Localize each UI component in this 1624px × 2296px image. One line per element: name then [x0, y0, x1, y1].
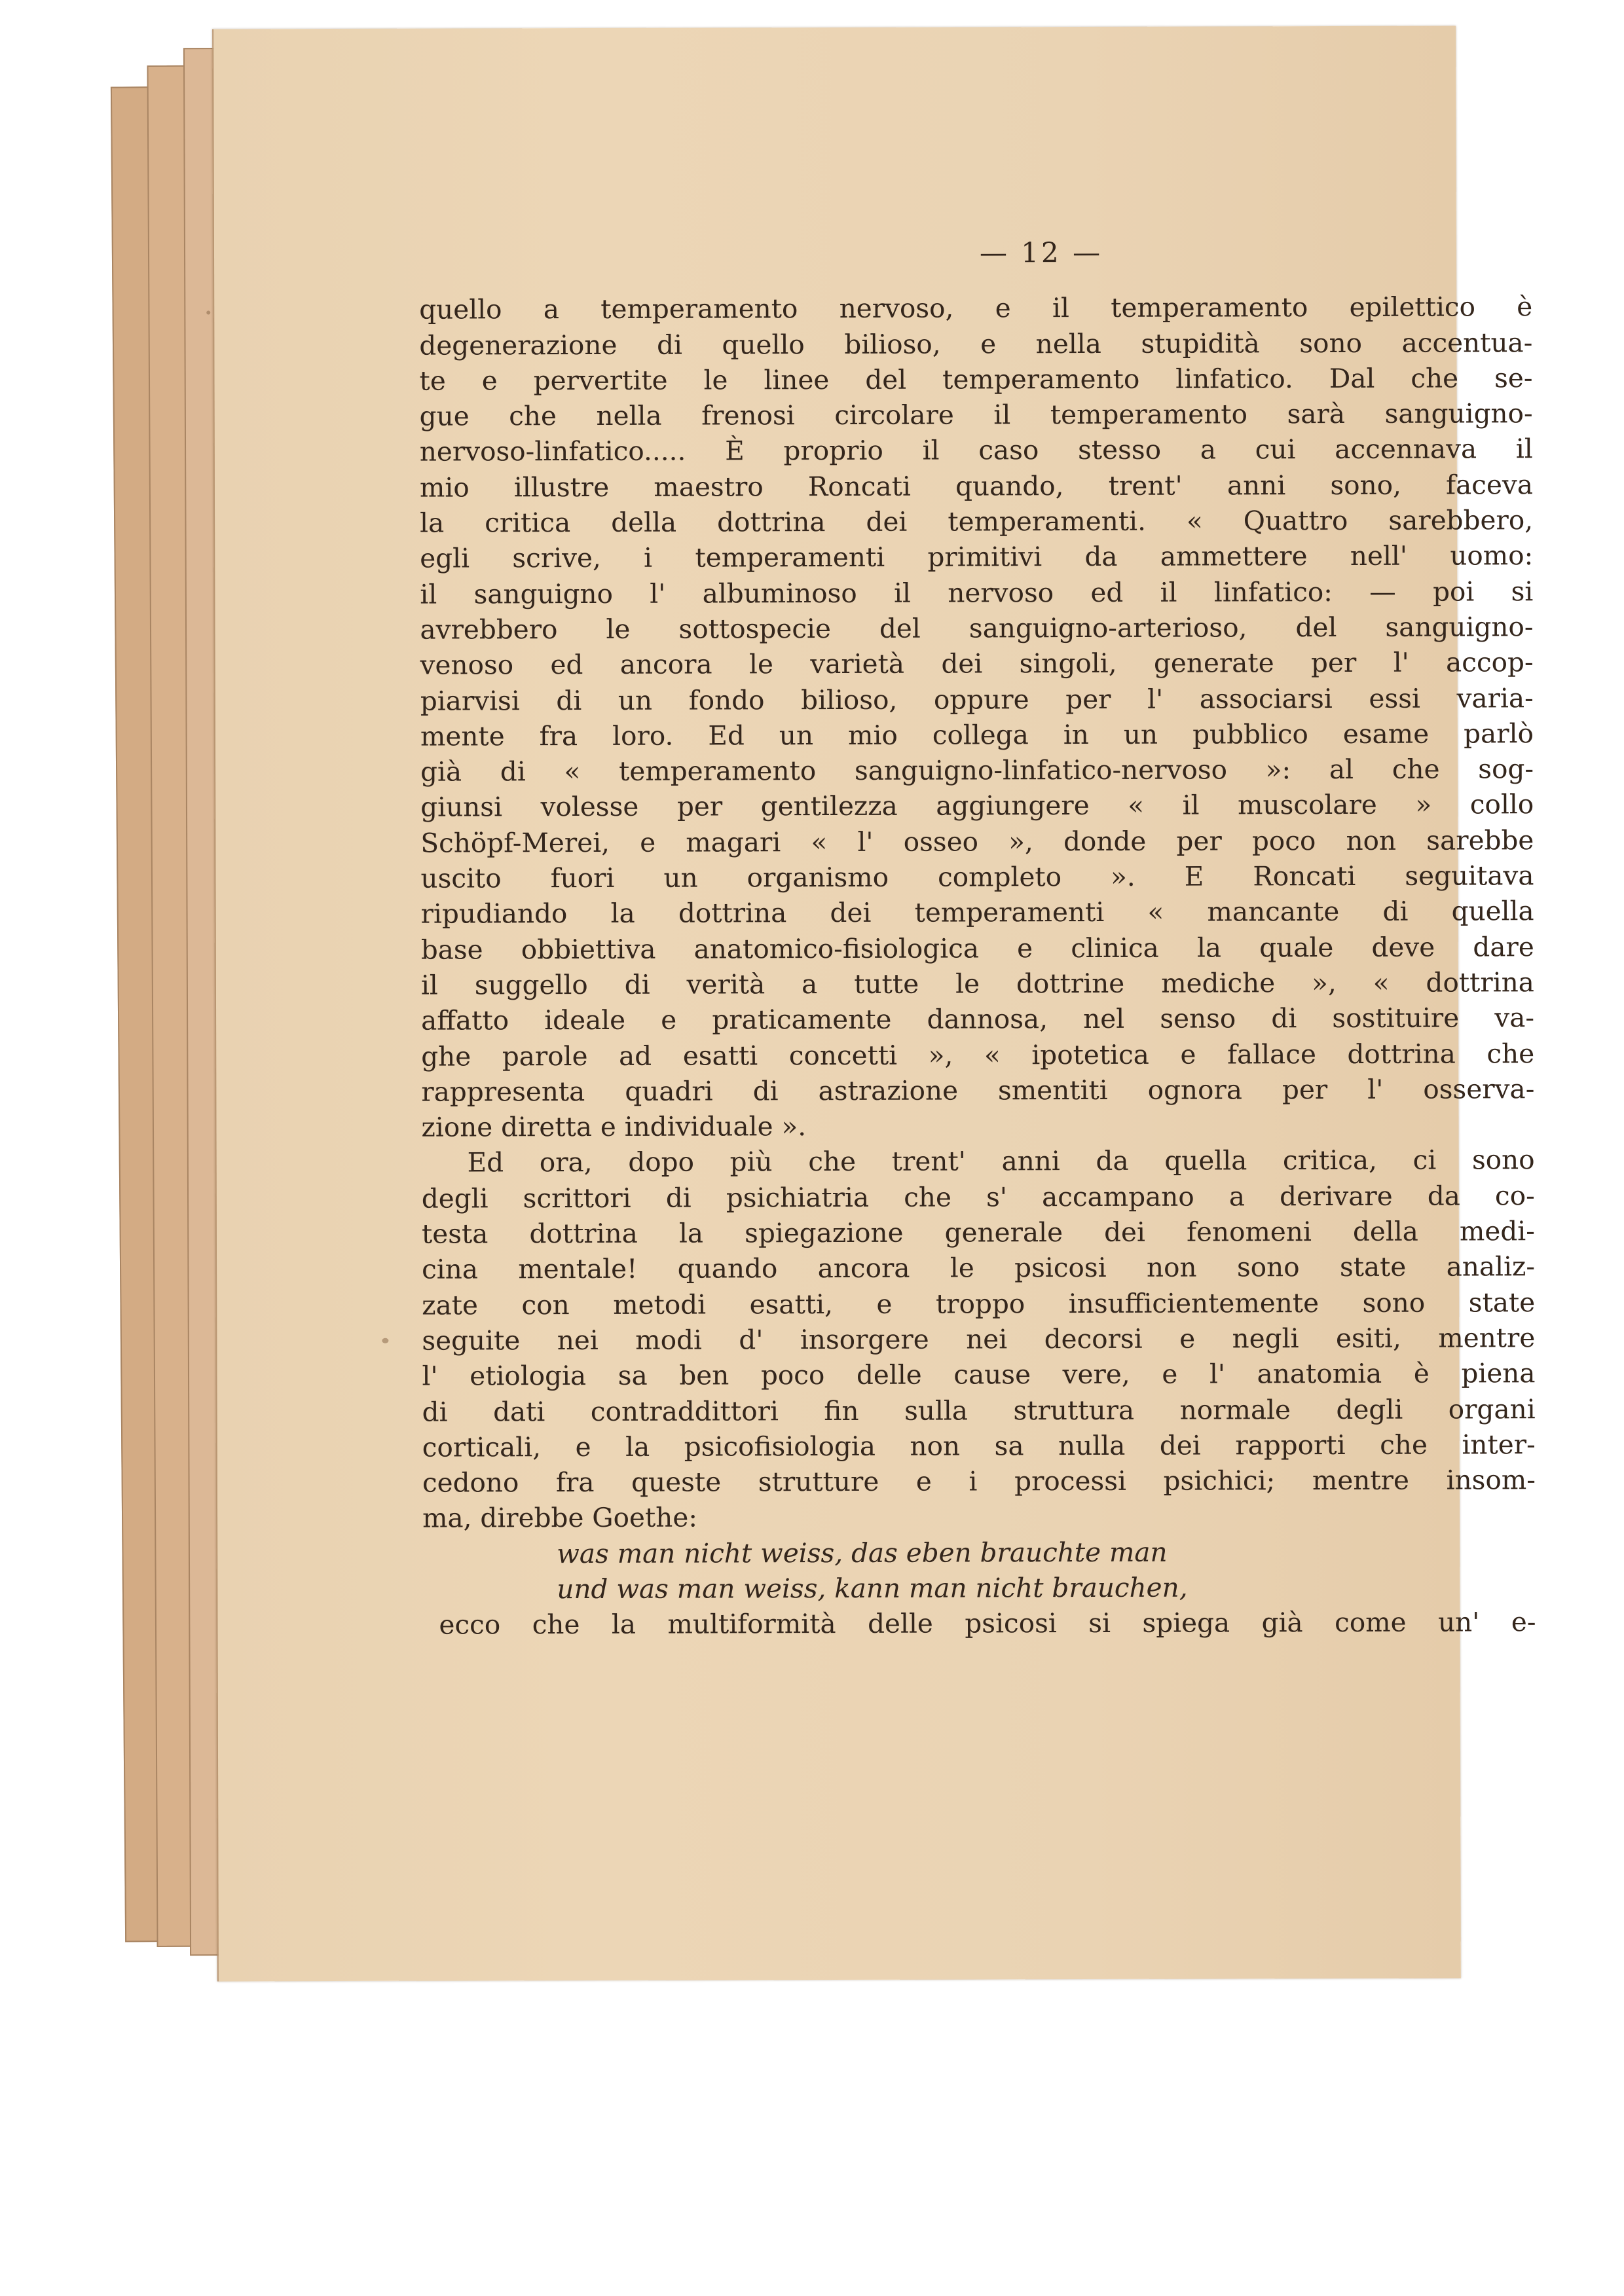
poem-quote	[422, 1533, 1536, 1607]
poem-line: und was man weiss, kann man nicht brauchen,	[557, 1571, 1188, 1605]
text-line: piarvisi di un fondo bilioso, oppure per l' associarsi essi varia-	[420, 682, 1534, 717]
text-line: il suggello di verità a tutte le dottrine mediche », « dottrina	[420, 966, 1534, 1001]
text-line: zate con metodi esatti, e troppo insufficientemente sono state	[422, 1286, 1536, 1321]
text-line: cina mentale! quando ancora le psicosi non sono state analiz-	[421, 1250, 1536, 1285]
text-line: affatto ideale e praticamente dannosa, nel senso di sostituire va-	[421, 1002, 1535, 1036]
poem-line: was man nicht weiss, das eben brauchte man	[557, 1536, 1168, 1569]
document-page	[212, 26, 1536, 1982]
text-line: zione diretta e individuale ».	[421, 1110, 807, 1143]
text-line: uscito fuori un organismo completo ». E Roncati seguitava	[420, 860, 1534, 894]
text-line: corticali, e la psicofisiologia non sa nulla dei rapporti che inter-	[422, 1429, 1536, 1463]
text-line: ripudiando la dottrina dei temperamenti « mancante di quella	[420, 895, 1534, 930]
text-line: ghe parole ad esatti concetti », « ipotetica e fallace dottrina che	[421, 1037, 1535, 1072]
paragraph-2	[422, 1142, 1536, 1537]
final-line: ecco che la multiformità delle psicosi si spiega già come un' e-	[439, 1606, 1536, 1641]
text-line: rappresenta quadri di astrazione smentiti ognora per l' osserva-	[421, 1073, 1535, 1108]
text-line: cedono fra queste strutture e i processi psichici; mentre insom-	[422, 1464, 1536, 1499]
paragraph-1	[419, 289, 1534, 1146]
text-line: ma, direbbe Goethe:	[422, 1501, 697, 1535]
paper-spot	[382, 1338, 388, 1343]
text-line: egli scrive, i temperamenti primitivi da ammettere nell' uomo:	[420, 539, 1534, 575]
paper-spot	[206, 310, 210, 314]
page-text	[419, 234, 1536, 1643]
text-line: base obbiettiva anatomico-fisiologica e clinica la quale deve dare	[420, 930, 1534, 966]
text-line: degli scrittori di psichiatria che s' accampano a derivare da co-	[421, 1179, 1535, 1214]
text-line: già di « temperamento sanguigno-linfatico-nervoso »: al che sog-	[420, 753, 1534, 788]
text-line: gue che nella frenosi circolare il temperamento sarà sanguigno-	[419, 397, 1533, 432]
text-line: nervoso-linfatico..... È proprio il caso stesso a cui accennava il	[419, 433, 1533, 468]
text-line: te e pervertite le linee del temperamento linfatico. Dal che se-	[419, 362, 1533, 397]
text-line: mente fra loro. Ed un mio collega in un pubblico esame parlò	[420, 718, 1534, 752]
text-line: mio illustre maestro Roncati quando, trent' anni sono, faceva	[419, 468, 1533, 503]
text-line: quello a temperamento nervoso, e il temperamento epilettico è	[419, 291, 1533, 325]
text-line: avrebbero le sottospecie del sanguigno-arterioso, del sanguigno-	[420, 611, 1534, 646]
text-line: Ed ora, dopo più che trent' anni da quella critica, ci sono	[467, 1144, 1535, 1178]
text-line: l' etiologia sa ben poco delle cause vere, e l' anatomia è piena	[422, 1357, 1536, 1392]
text-line: degenerazione di quello bilioso, e nella stupidità sono accentua-	[419, 326, 1533, 361]
text-line: giunsi volesse per gentilezza aggiungere « il muscolare » collo	[420, 788, 1534, 824]
text-line: il sanguigno l' albuminoso il nervoso ed il linfatico: — poi si	[420, 575, 1534, 610]
text-line: di dati contraddittori fin sulla struttura normale degli organi	[422, 1393, 1536, 1428]
text-line: seguite nei modi d' insorgere nei decorsi e negli esiti, mentre	[422, 1322, 1536, 1357]
text-line: venoso ed ancora le varietà dei singoli, generate per l' accop-	[420, 646, 1534, 681]
page-number: — 12 —	[979, 236, 1103, 269]
text-line: testa dottrina la spiegazione generale dei fenomeni della medi-	[421, 1215, 1535, 1250]
text-line: Schöpf-Merei, e magari « l' osseo », donde per poco non sarebbe	[420, 824, 1534, 859]
text-line: la critica della dottrina dei temperamenti. « Quattro sarebbero,	[420, 504, 1534, 539]
